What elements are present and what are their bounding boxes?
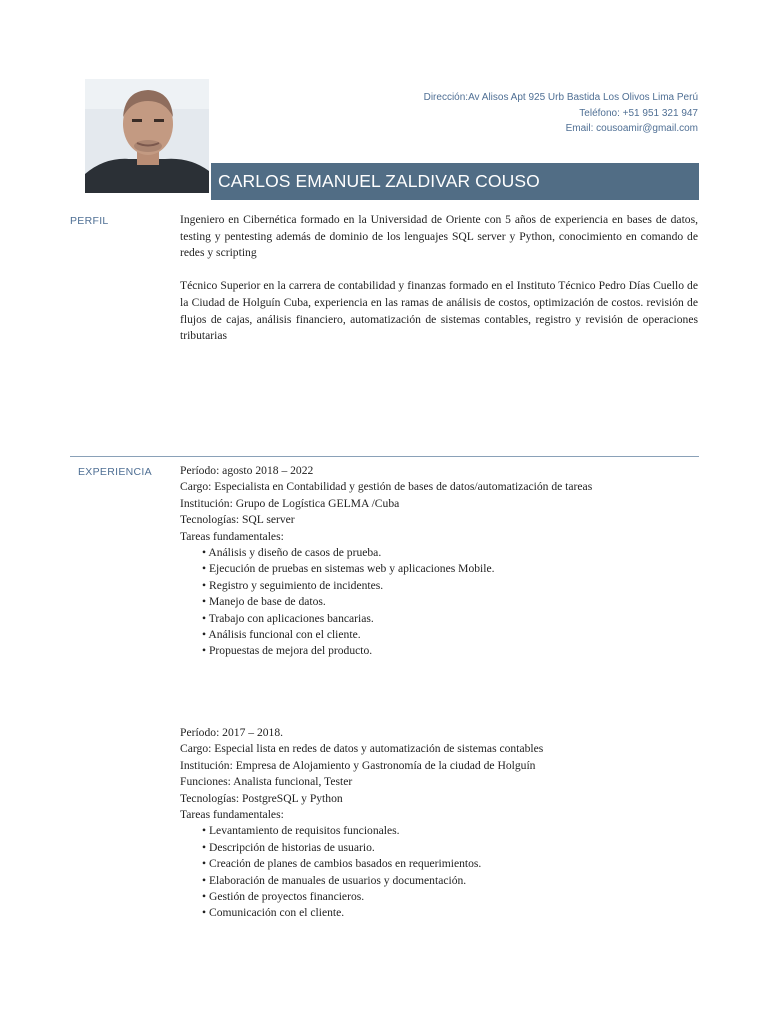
job-task-item: • Descripción de historias de usuario. bbox=[202, 840, 700, 856]
job-task-item: • Elaboración de manuales de usuarios y documentación. bbox=[202, 873, 700, 889]
job-task-list bbox=[180, 823, 700, 921]
job-tasks-heading: Tareas fundamentales: bbox=[180, 529, 284, 543]
job-institution: Institución: Empresa de Alojamiento y Gastronomía de la ciudad de Holguín bbox=[180, 758, 536, 772]
job-entry bbox=[180, 725, 700, 922]
job-technologies: Tecnologías: SQL server bbox=[180, 513, 295, 527]
phone-text: Teléfono: +51 951 321 947 bbox=[579, 107, 698, 119]
job-task-item: • Análisis funcional con el cliente. bbox=[202, 627, 700, 643]
name-header: CARLOS EMANUEL ZALDIVAR COUSO bbox=[211, 163, 699, 200]
job-task-item: • Registro y seguimiento de incidentes. bbox=[202, 578, 700, 594]
job-task-item: • Creación de planes de cambios basados en requerimientos. bbox=[202, 856, 700, 872]
job-task-item: • Trabajo con aplicaciones bancarias. bbox=[202, 611, 700, 627]
contact-info bbox=[424, 90, 698, 137]
job-task-item: • Propuestas de mejora del producto. bbox=[202, 643, 700, 659]
job-institution: Institución: Grupo de Logística GELMA /Cuba bbox=[180, 496, 400, 510]
job-period: Período: 2017 – 2018. bbox=[180, 726, 284, 739]
profile-section-label: PERFIL bbox=[70, 215, 109, 227]
job-technologies: Tecnologías: PostgreSQL y Python bbox=[180, 791, 343, 805]
profile-paragraph: Ingeniero en Cibernética formado en la Universidad de Oriente con 5 años de experiencia en bases de datos, testing y pentesting además de dominio de los lenguajes SQL server y Python, conocimiento en comando de redes y scripting bbox=[180, 213, 698, 260]
job-task-item: • Análisis y diseño de casos de prueba. bbox=[202, 545, 700, 561]
job-functions: Funciones: Analista funcional, Tester bbox=[180, 775, 353, 789]
job-entry bbox=[180, 463, 700, 660]
experience-section-label: EXPERIENCIA bbox=[78, 466, 152, 478]
profile-paragraph: Técnico Superior en la carrera de contabilidad y finanzas formado en el Instituto Técnico Pedro Días Cuello de la Ciudad de Holguín Cuba, experiencia en las ramas de análisis de costos, optimización de costos. revisión de flujos de cajas, análisis financiero, automatización de sistemas contables, registro y revisión de operaciones tributarias bbox=[180, 279, 698, 343]
job-task-item: • Levantamiento de requisitos funcionales. bbox=[202, 823, 700, 839]
section-divider bbox=[70, 456, 699, 457]
job-task-item: • Ejecución de pruebas en sistemas web y aplicaciones Mobile. bbox=[202, 561, 700, 577]
job-task-item: • Comunicación con el cliente. bbox=[202, 905, 700, 921]
job-position: Cargo: Especial lista en redes de datos y automatización de sistemas contables bbox=[180, 742, 544, 756]
profile-body bbox=[180, 212, 698, 361]
email-text: Email: cousoamir@gmail.com bbox=[565, 123, 698, 134]
job-task-item: • Manejo de base de datos. bbox=[202, 594, 700, 610]
person-photo-icon bbox=[85, 79, 209, 193]
job-tasks-heading: Tareas fundamentales: bbox=[180, 808, 284, 822]
job-task-list bbox=[180, 545, 700, 660]
job-position: Cargo: Especialista en Contabilidad y gestión de bases de datos/automatización de tareas bbox=[180, 480, 593, 494]
profile-photo bbox=[85, 79, 209, 193]
address-text: Dirección:Av Alisos Apt 925 Urb Bastida Los Olivos Lima Perú bbox=[423, 92, 698, 103]
job-period: Período: agosto 2018 – 2022 bbox=[180, 464, 314, 477]
job-task-item: • Gestión de proyectos financieros. bbox=[202, 889, 700, 905]
